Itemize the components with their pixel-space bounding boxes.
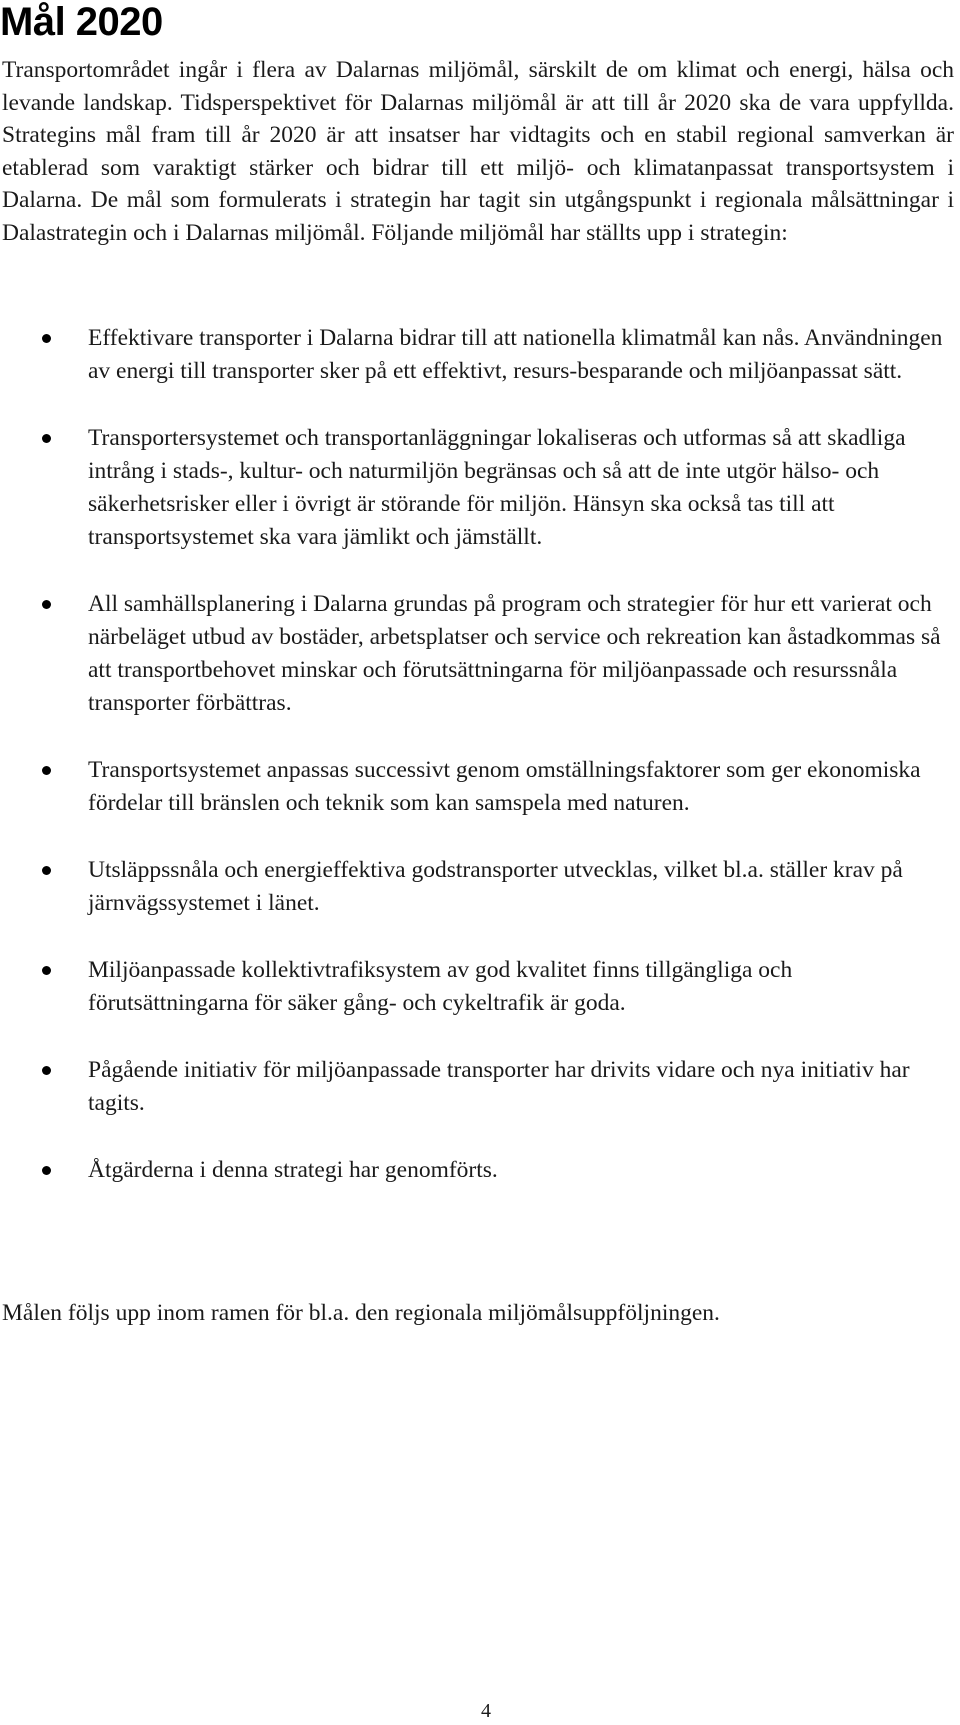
bullet-icon [42, 1166, 51, 1175]
goals-list [0, 322, 960, 1221]
list-item [0, 588, 948, 720]
bullet-icon [42, 966, 51, 975]
goal-text: Pågående initiativ för miljöanpassade transporter har drivits vidare och nya initiativ har tagits. [88, 1057, 910, 1116]
goal-text: Transportsystemet anpassas successivt genom omställningsfaktorer som ger ekonomiska fördelar till bränslen och teknik som kan samspela med naturen. [88, 757, 921, 816]
list-item [0, 954, 948, 1020]
bullet-icon [42, 334, 51, 343]
goal-text: Åtgärderna i denna strategi har genomförts. [88, 1157, 498, 1183]
list-item [0, 322, 948, 388]
goal-text: All samhällsplanering i Dalarna grundas på program och strategier för hur ett varierat och närbeläget utbud av bostäder, arbetsplatser och service och rekreation kan åstadkommas så att transportbehovet minskar och förutsättningarna för miljöanpassade och resurssnåla transporter förbättras. [88, 591, 941, 716]
goal-text: Miljöanpassade kollektivtrafiksystem av god kvalitet finns tillgängliga och förutsättningarna för säker gång- och cykeltrafik är goda. [88, 957, 793, 1016]
list-item [0, 1054, 948, 1120]
closing-paragraph: Målen följs upp inom ramen för bl.a. den regionala miljömålsuppföljningen. [2, 1300, 720, 1326]
bullet-icon [42, 434, 51, 443]
bullet-icon [42, 866, 51, 875]
goal-text: Utsläppssnåla och energieffektiva godstransporter utvecklas, vilket bl.a. ställer krav på järnvägssystemet i länet. [88, 857, 903, 916]
list-item [0, 422, 948, 554]
list-item [0, 754, 948, 820]
list-item [0, 854, 948, 920]
page-title: Mål 2020 [0, 0, 163, 44]
bullet-icon [42, 766, 51, 775]
bullet-icon [42, 600, 51, 609]
list-item [0, 1154, 948, 1187]
intro-paragraph: Transportområdet ingår i flera av Dalarnas miljömål, särskilt de om klimat och energi, hälsa och levande landskap. Tidsperspektivet för Dalarnas miljömål är att till år 2020 ska de vara uppfyllda. Strategins mål fram till år 2020 är att insatser har vidtagits och en stabil regional samverkan är etablerad som varaktigt stärker och bidrar till ett miljö- och klimatanpassat transportsystem i Dalarna. De mål som formulerats i strategin har tagit sin utgångspunkt i regionala målsättningar i Dalastrategin och i Dalarnas miljömål. Följande miljömål har ställts upp i strategin: [2, 57, 954, 246]
page-number: 4 [481, 1700, 491, 1722]
goal-text: Effektivare transporter i Dalarna bidrar till att nationella klimatmål kan nås. Användningen av energi till transporter sker på ett effektivt, resurs-besparande och miljöanpassat sätt. [88, 325, 943, 384]
goal-text: Transportersystemet och transportanläggningar lokaliseras och utformas så att skadliga intrång i stads-, kultur- och naturmiljön begränsas och så att de inte utgör hälso- och säkerhetsrisker eller i övrigt är störande för miljön. Hänsyn ska också tas till att transportsystemet ska vara jämlikt och jämställt. [88, 425, 906, 550]
bullet-icon [42, 1066, 51, 1075]
